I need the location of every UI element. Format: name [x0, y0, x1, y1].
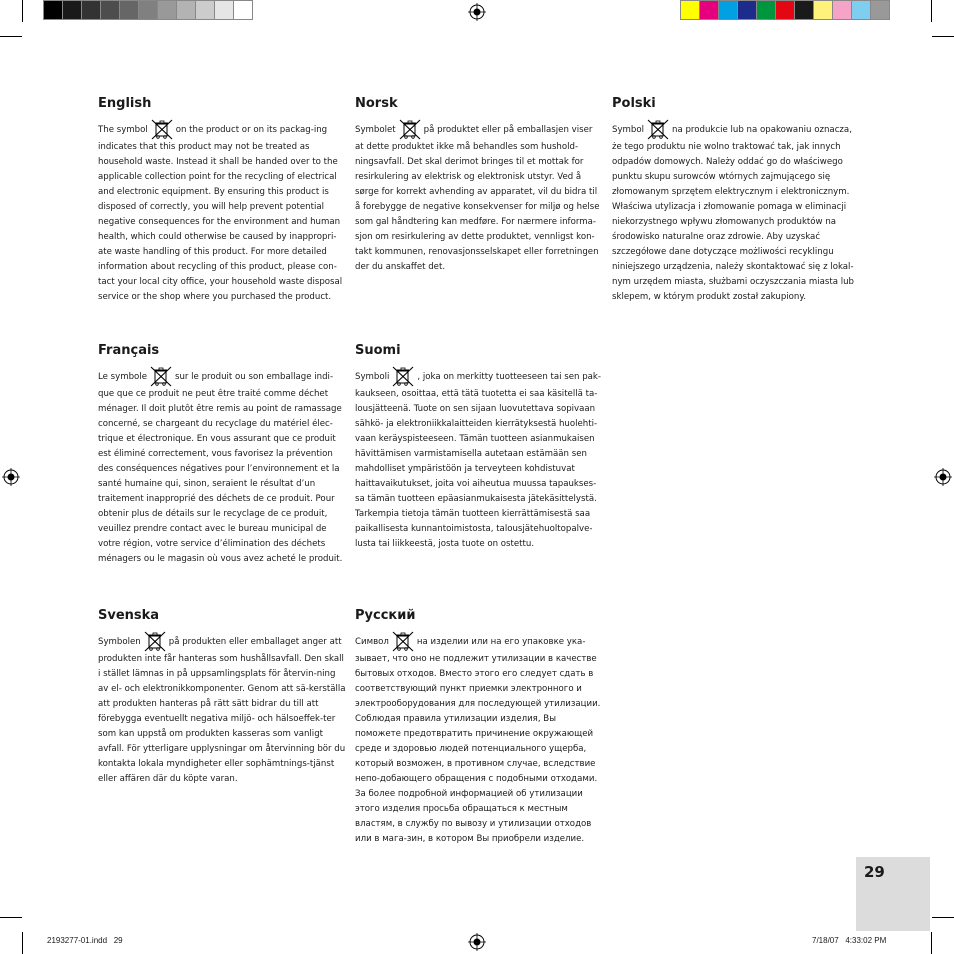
section-body: Symbolet på produktet eller på emballasjen viser at dette produktet ikke må behandles som hushold-ningsavfall. Det skal derimot bringes til et mottak for resirkulering av elektrisk og elektronisk utstyr. Ved å sørge for korrekt avhending av apparatet, vil du bidra til å forebygge de negative konsekvenser for miljø og helse som gal håndtering kan medføre. For nærmere informa-sjon om resirkulering av dette produktet, vennligst kon-takt kommunen, renovasjonsselskapet eller forretningen der du anskaffet det. — [355, 118, 603, 275]
crossed-out-wheelie-bin-icon — [391, 630, 415, 652]
section-heading: Svenska — [98, 608, 160, 623]
color-swatch — [794, 0, 814, 20]
color-swatch — [214, 0, 234, 20]
registration-target-icon — [2, 468, 20, 486]
crop-mark — [931, 0, 932, 22]
section-body: Символ на изделии или на его упаковке ука-зывает, что оно не подлежит утилизации в качестве бытовых отходов. Вместо этого его следует сдать в соответствующий пункт приемки электронного и электрооборудования для последующей утилизации. Соблюдая правила утилизации изделия, Вы поможете предотвратить причинение окружающей среде и здоровью людей потенциального ущерба, который возможен, в противном случае, вследствие непо-добающего обращения с подобными отходами. За более подробной информацией об утилизации этого изделия просьба обращаться к местным властям, в службу по вывозу и утилизации отходов или в мага-зин, в котором Вы приобрели изделие. — [355, 630, 603, 847]
section-heading: Polski — [612, 96, 656, 111]
crossed-out-wheelie-bin-icon — [150, 118, 174, 140]
color-swatch — [870, 0, 890, 20]
crop-mark — [22, 932, 23, 954]
page-number: 29 — [864, 863, 885, 881]
grayscale-color-bar — [44, 0, 253, 22]
crossed-out-wheelie-bin-icon — [646, 118, 670, 140]
section-polski — [612, 96, 860, 305]
file-slug: 2193277-01.indd 29 — [47, 936, 123, 945]
registration-target-icon — [468, 3, 486, 21]
color-swatch — [62, 0, 82, 20]
color-swatch — [699, 0, 719, 20]
crop-mark — [22, 0, 23, 22]
section-russian — [355, 608, 603, 847]
crossed-out-wheelie-bin-icon — [391, 365, 415, 387]
color-swatch — [157, 0, 177, 20]
section-heading: English — [98, 96, 152, 111]
color-swatch — [737, 0, 757, 20]
color-swatch — [756, 0, 776, 20]
color-swatch — [775, 0, 795, 20]
color-swatch — [119, 0, 139, 20]
color-swatch — [832, 0, 852, 20]
crossed-out-wheelie-bin-icon — [149, 365, 173, 387]
color-swatch — [138, 0, 158, 20]
section-english — [98, 96, 346, 305]
color-swatch — [43, 0, 63, 20]
section-francais — [98, 343, 346, 567]
section-suomi — [355, 343, 603, 552]
print-timestamp: 7/18/07 4:33:02 PM — [812, 936, 887, 945]
color-swatch — [718, 0, 738, 20]
section-body: The symbol on the product or on its packag-ing indicates that this product may not be treated as household waste. Instead it shall be handed over to the applicable collection point for the recycling of electrical and electronic equipment. By ensuring this product is disposed of correctly, you will help prevent potential negative consequences for the environment and human health, which could otherwise be caused by inappropri-ate waste handling of this product. For more detailed information about recycling of this product, please con-tact your local city office, your household waste disposal service or the shop where you purchased the product. — [98, 118, 346, 305]
crossed-out-wheelie-bin-icon — [143, 630, 167, 652]
section-heading: Norsk — [355, 96, 398, 111]
registration-target-icon — [468, 933, 486, 951]
color-swatch — [176, 0, 196, 20]
color-swatch — [851, 0, 871, 20]
section-heading: Suomi — [355, 343, 401, 358]
section-svenska — [98, 608, 346, 787]
section-body: Le symbole sur le produit ou son emballage indi-que que ce produit ne peut être traité comme déchet ménager. Il doit plutôt être remis au point de ramassage concerné, se chargeant du recyclage du matériel élec-trique et électronique. En vous assurant que ce produit est éliminé correctement, vous favorisez la prévention des conséquences négatives pour l’environnement et la santé humaine qui, sinon, seraient le résultat d’un traitement inapproprié des déchets de ce produit. Pour obtenir plus de détails sur le recyclage de ce produit, veuillez prendre contact avec le bureau municipal de votre région, votre service d’élimination des déchets ménagers ou le magasin où vous avez acheté le produit. — [98, 365, 346, 567]
crossed-out-wheelie-bin-icon — [398, 118, 422, 140]
crop-mark — [0, 917, 22, 918]
crop-mark — [932, 917, 954, 918]
crop-mark — [931, 932, 932, 954]
section-norsk — [355, 96, 603, 275]
color-swatch — [233, 0, 253, 20]
section-body: Symbol na produkcie lub na opakowaniu oznacza, że tego produktu nie wolno traktować tak, jak innych odpadów domowych. Należy oddać go do właściwego punktu skupu surowców wtórnych zajmującego się złomowanym sprzętem elektrycznym i elektronicznym. Właściwa utylizacja i złomowanie pomaga w eliminacji niekorzystnego wpływu złomowanych produktów na środowisko naturalne oraz zdrowie. Aby uzyskać szczegółowe dane dotyczące możliwości recyklingu niniejszego urządzenia, należy skontaktować się z lokal-nym urzędem miasta, służbami oczyszczania miasta lub sklepem, w którym produkt został zakupiony. — [612, 118, 860, 305]
registration-target-icon — [934, 468, 952, 486]
process-color-bar — [681, 0, 890, 22]
section-body: Symbolen på produkten eller emballaget anger att produkten inte får hanteras som hushållsavfall. Den skall i stället lämnas in på uppsamlingsplats för återvin-ning av el- och elektronikkomponenter. Genom att sä-kerställa att produkten hanteras på rätt sätt bidrar du till att förebygga eventuellt negativa miljö- och hälsoeffek-ter som kan uppstå om produkten kasseras som vanligt avfall. För ytterligare upplysningar om återvinning bör du kontakta lokala myndigheter eller sophämtnings-tjänst eller affären där du köpte varan. — [98, 630, 346, 787]
color-swatch — [100, 0, 120, 20]
crop-mark — [0, 36, 22, 37]
crop-mark — [932, 36, 954, 37]
section-heading: Français — [98, 343, 160, 358]
section-body: Symboli , joka on merkitty tuotteeseen tai sen pak-kaukseen, osoittaa, että tätä tuotetta ei saa käsitellä ta-lousjätteenä. Tuote on sen sijaan luovutettava sopivaan sähkö- ja elektroniikkalaitteiden kierrätyksestä huolehti-vaan keräyspisteeseen. Tämän tuotteen asianmukaisen hävittämisen varmistamisella autetaan estämään sen mahdolliset ympäristöön ja terveyteen kohdistuvat haittavaikutukset, joita voi aiheutua muussa tapaukses-sa tämän tuotteen epäasianmukaisesta jätekäsittelystä. Tarkempia tietoja tämän tuotteen kierrättämisestä saa paikallisesta kunnantoimistosta, talousjätehuoltopalve-lusta tai liikkeestä, josta tuote on ostettu. — [355, 365, 603, 552]
color-swatch — [813, 0, 833, 20]
color-swatch — [680, 0, 700, 20]
color-swatch — [195, 0, 215, 20]
color-swatch — [81, 0, 101, 20]
section-heading: Русский — [355, 608, 416, 623]
